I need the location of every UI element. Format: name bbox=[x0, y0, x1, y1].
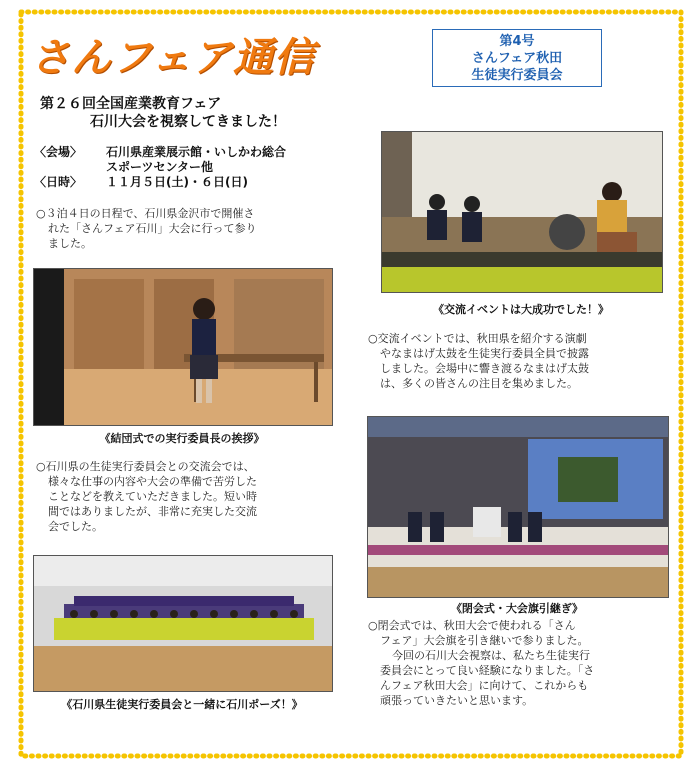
meeting-line: 間ではありましたが、非常に充実した交流 bbox=[48, 505, 257, 518]
closing-line: 委員会にとって良い経験になりました。「さ bbox=[380, 664, 595, 677]
venue-line2: スポーツセンター他 bbox=[106, 160, 214, 174]
newsletter-title: さんフェア通信 bbox=[30, 35, 315, 81]
issue-box bbox=[432, 29, 602, 87]
date-label: 〈日時〉 bbox=[34, 175, 83, 189]
venue-line1: 石川県産業展示館・いしかわ総合 bbox=[106, 145, 287, 159]
meeting-line: 様々な仕事の内容や大会の準備で苦労した bbox=[48, 475, 257, 488]
event-info bbox=[34, 145, 286, 190]
event-paragraph bbox=[368, 331, 589, 391]
speech-photo bbox=[33, 268, 333, 426]
intro-paragraph bbox=[36, 206, 256, 251]
meeting-line: ことなどを教えていただきました。短い時 bbox=[48, 490, 257, 503]
intro-line: ました。 bbox=[48, 237, 92, 250]
group-photo bbox=[33, 555, 333, 692]
closing-line: フェア」大会旗を引き継いで参りました。 bbox=[380, 634, 589, 647]
venue-label: 〈会場〉 bbox=[34, 145, 83, 159]
closing-line: ○閉会式では、秋田大会で使われる「さん bbox=[368, 619, 576, 632]
meeting-line: 会でした。 bbox=[48, 520, 103, 533]
speech-caption: 《結団式での実行委員長の挨拶》 bbox=[99, 432, 265, 445]
closing-line: 今回の石川大会視察は、私たち生徒実行 bbox=[392, 649, 590, 662]
intro-line: ○３泊４日の日程で、石川県金沢市で開催さ bbox=[36, 207, 255, 220]
closing-paragraph bbox=[368, 618, 594, 708]
event-line: やなまはげ太鼓を生徒実行委員全員で披露 bbox=[380, 347, 589, 360]
date-value: １１月５日(土)・６日(日) bbox=[106, 175, 248, 189]
closing-caption: 《閉会式・大会旗引継ぎ》 bbox=[450, 602, 584, 615]
meeting-line: ○石川県の生徒実行委員会との交流会では、 bbox=[36, 460, 255, 473]
closing-ceremony-photo bbox=[367, 416, 669, 598]
headline-line1: 第２６回全国産業教育フェア bbox=[40, 96, 222, 112]
event-line: しました。会場中に響き渡るなまはげ太鼓 bbox=[380, 362, 589, 375]
intro-line: れた「さんフェア石川」大会に行って参り bbox=[48, 222, 257, 235]
headline-line2: 石川大会を視察してきました！ bbox=[90, 114, 286, 130]
exchange-event-photo bbox=[381, 131, 663, 293]
closing-line: 頑張っていきたいと思います。 bbox=[380, 694, 534, 707]
publisher-line2: 生徒実行委員会 bbox=[471, 67, 563, 83]
closing-line: んフェア秋田大会」に向けて、これからも bbox=[380, 679, 589, 692]
event-line: は、多くの皆さんの注目を集めました。 bbox=[380, 377, 578, 390]
publisher-line1: さんフェア秋田 bbox=[471, 50, 563, 66]
issue-number: 第4号 bbox=[499, 33, 535, 49]
meeting-paragraph bbox=[36, 459, 257, 534]
article-headline bbox=[40, 95, 286, 131]
event-line: ○交流イベントでは、秋田県を紹介する演劇 bbox=[368, 332, 587, 345]
group-caption: 《石川県生徒実行委員会と一緒に石川ポーズ！》 bbox=[61, 698, 303, 711]
exchange-event-caption: 《交流イベントは大成功でした！》 bbox=[433, 303, 609, 316]
